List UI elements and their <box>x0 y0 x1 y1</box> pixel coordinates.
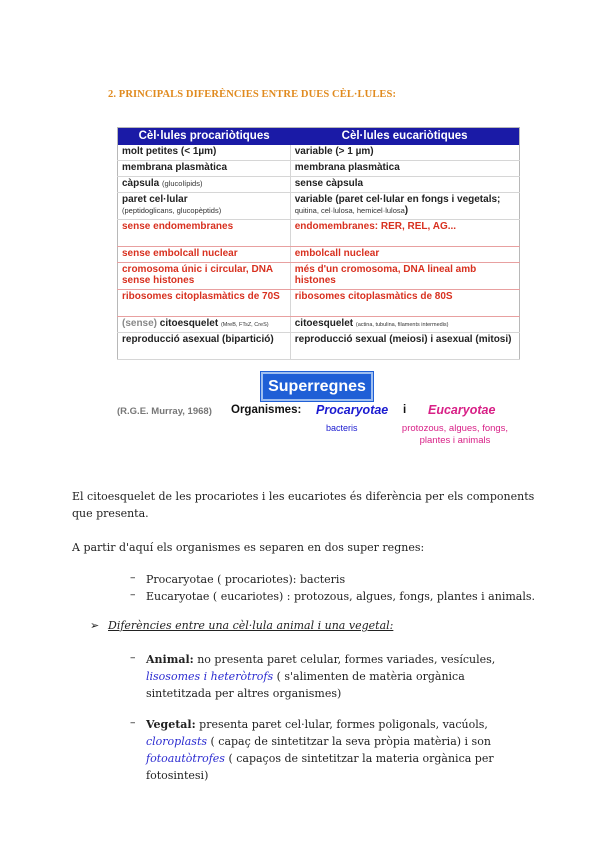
eucaryotae-label: Eucaryotae <box>428 403 496 417</box>
table-row <box>118 193 520 220</box>
table-row <box>118 247 520 263</box>
cell-prok: sense embolcall nuclear <box>118 247 291 263</box>
cell-prok: càpsula (glucolípids) <box>118 177 291 193</box>
cell-euk: variable (> 1 µm) <box>290 145 519 161</box>
table-row <box>118 333 520 360</box>
cell-comparison-table <box>117 127 520 360</box>
list-item: Eucaryotae ( eucariotes) : protozous, algues, fongs, plantes i animals. <box>146 590 535 603</box>
eucaryotae-members: protozous, algues, fongs, plantes i animals <box>401 423 509 446</box>
table-row <box>118 317 520 333</box>
list-item-animal: Animal: no presenta paret celular, formes variades, vesícules, lisosomes i heteròtrofs ( s'alimenten de matèria orgànica sintetitzada per altres organismes) <box>146 653 496 700</box>
cell-euk: membrana plasmàtica <box>290 161 519 177</box>
cell-prok: ribosomes citoplasmàtics de 70S <box>118 290 291 317</box>
cell-prok: (sense) citoesquelet (MreB, FTsZ, CreS) <box>118 317 291 333</box>
cell-prok: paret cel·lular (peptidoglicans, glucopèptids) <box>118 193 291 220</box>
cell-prok: reproducció asexual (bipartició) <box>118 333 291 360</box>
table-row <box>118 177 520 193</box>
cell-euk: ribosomes citoplasmàtics de 80S <box>290 290 519 317</box>
cell-prok: sense endomembranes <box>118 220 291 247</box>
table-row <box>118 145 520 161</box>
cell-euk: reproducció sexual (meiosi) i asexual (mitosi) <box>290 333 519 360</box>
cell-prok: cromosoma únic i circular, DNA sense histones <box>118 263 291 290</box>
list-item-vegetal: Vegetal: presenta paret cel·lular, formes poligonals, vacúols, cloroplasts ( capaç de sintetitzar la seva pròpia matèria) i son fotoautòtrofes ( capaços de sintetitzar la materia orgànica per fotosintesi) <box>146 718 494 782</box>
cell-euk: citoesquelet (actina, tubulina, filaments intermedis) <box>290 317 519 333</box>
list-item: Procaryotae ( procariotes): bacteris <box>146 573 346 586</box>
cell-euk: endomembranes: RER, REL, AG... <box>290 220 519 247</box>
header-prokaryotic: Cèl·lules procariòtiques <box>118 128 291 146</box>
cell-prok: membrana plasmàtica <box>118 161 291 177</box>
table-row <box>118 161 520 177</box>
paragraph-superkingdoms: A partir d'aquí els organismes es separen en dos super regnes: <box>72 541 425 554</box>
cell-euk: embolcall nuclear <box>290 247 519 263</box>
conjunction: i <box>403 404 407 416</box>
murray-reference: (R.G.E. Murray, 1968) <box>117 406 212 417</box>
cell-prok: molt petites (< 1µm) <box>118 145 291 161</box>
table-header-row <box>118 128 520 146</box>
link-cloroplasts[interactable]: cloroplasts <box>146 735 208 748</box>
procaryotae-label: Procaryotae <box>316 403 389 417</box>
bullet-dash: – <box>130 651 136 664</box>
section-heading: 2. PRINCIPALS DIFERÈNCIES ENTRE DUES CÈL·LULES: <box>108 89 397 100</box>
bullet-dash: – <box>130 716 136 729</box>
header-eukaryotic: Cèl·lules eucariòtiques <box>290 128 519 146</box>
bullet-dash: – <box>130 571 136 584</box>
bullet-dash: – <box>130 588 136 601</box>
arrow-bullet-icon: ➢ <box>90 619 100 632</box>
table-row <box>118 290 520 317</box>
cell-euk: sense càpsula <box>290 177 519 193</box>
procaryotae-members: bacteris <box>326 423 358 433</box>
cell-euk: variable (paret cel·lular en fongs i vegetals; quitina, cel·lulosa, hemicel·lulosa) <box>290 193 519 220</box>
link-fotoautotrofes[interactable]: fotoautòtrofes <box>146 752 225 765</box>
paragraph-cytoskeleton: El citoesquelet de les procariotes i les eucariotes és diferència per els components que presenta. <box>72 490 535 520</box>
organisms-label: Organismes: <box>231 404 302 416</box>
superregnes-title: Superregnes <box>261 372 373 401</box>
subheading-animal-vegetal: Diferències entre una cèl·lula animal i una vegetal: <box>108 619 394 632</box>
cell-euk: més d'un cromosoma, DNA lineal amb histones <box>290 263 519 290</box>
table-row <box>118 263 520 290</box>
link-lisosomes[interactable]: lisosomes i heteròtrofs <box>146 670 274 683</box>
table-row <box>118 220 520 247</box>
